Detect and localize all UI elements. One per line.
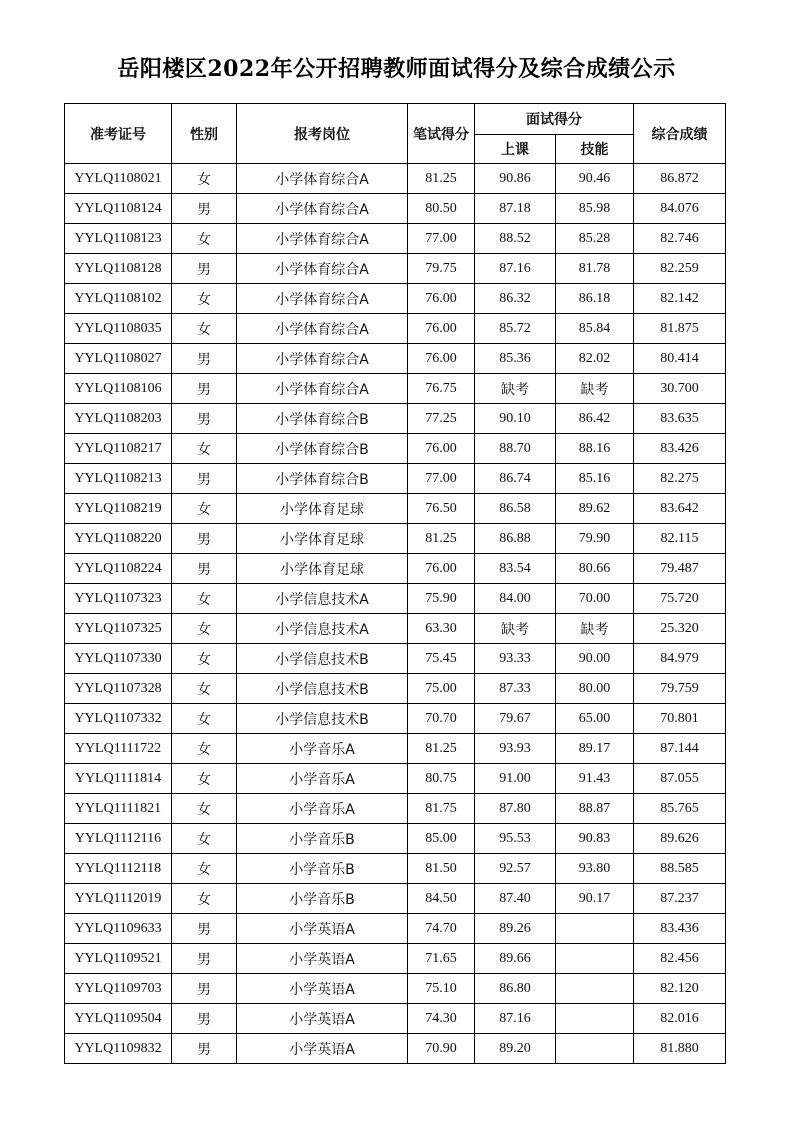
cell-skill-score [556, 914, 634, 944]
cell-skill-score [556, 1034, 634, 1064]
cell-skill-score: 88.16 [556, 434, 634, 464]
cell-written-score: 71.65 [408, 944, 475, 974]
cell-total-score: 86.872 [634, 164, 726, 194]
cell-lecture-score: 92.57 [475, 854, 556, 884]
cell-exam-id: YYLQ1109832 [65, 1034, 172, 1064]
table-row [65, 464, 726, 494]
cell-total-score: 88.585 [634, 854, 726, 884]
cell-skill-score: 缺考 [556, 374, 634, 404]
table-row [65, 194, 726, 224]
cell-total-score: 84.979 [634, 644, 726, 674]
cell-skill-score: 82.02 [556, 344, 634, 374]
table-row [65, 404, 726, 434]
table-body [65, 164, 726, 1064]
cell-exam-id: YYLQ1108035 [65, 314, 172, 344]
cell-exam-id: YYLQ1108128 [65, 254, 172, 284]
cell-post: 小学音乐A [237, 794, 408, 824]
cell-exam-id: YYLQ1107332 [65, 704, 172, 734]
cell-lecture-score: 89.26 [475, 914, 556, 944]
cell-total-score: 82.016 [634, 1004, 726, 1034]
cell-lecture-score: 90.86 [475, 164, 556, 194]
cell-post: 小学体育足球 [237, 554, 408, 584]
cell-lecture-score: 86.88 [475, 524, 556, 554]
cell-post: 小学音乐B [237, 854, 408, 884]
cell-post: 小学英语A [237, 1004, 408, 1034]
cell-skill-score: 91.43 [556, 764, 634, 794]
table-row [65, 614, 726, 644]
cell-post: 小学体育综合A [237, 194, 408, 224]
cell-post: 小学信息技术A [237, 584, 408, 614]
cell-skill-score: 90.00 [556, 644, 634, 674]
cell-written-score: 76.00 [408, 434, 475, 464]
cell-gender: 女 [172, 644, 237, 674]
cell-skill-score: 70.00 [556, 584, 634, 614]
cell-gender: 男 [172, 404, 237, 434]
cell-skill-score [556, 1004, 634, 1034]
cell-gender: 男 [172, 1034, 237, 1064]
cell-total-score: 70.801 [634, 704, 726, 734]
cell-post: 小学体育足球 [237, 524, 408, 554]
cell-skill-score: 85.98 [556, 194, 634, 224]
table-row [65, 824, 726, 854]
cell-written-score: 75.10 [408, 974, 475, 1004]
table-header [65, 104, 726, 164]
table-row [65, 164, 726, 194]
cell-total-score: 87.144 [634, 734, 726, 764]
cell-gender: 男 [172, 344, 237, 374]
cell-written-score: 84.50 [408, 884, 475, 914]
cell-exam-id: YYLQ1109504 [65, 1004, 172, 1034]
cell-post: 小学音乐A [237, 764, 408, 794]
cell-lecture-score: 86.74 [475, 464, 556, 494]
cell-gender: 女 [172, 314, 237, 344]
cell-gender: 女 [172, 164, 237, 194]
table-row [65, 1034, 726, 1064]
cell-exam-id: YYLQ1108124 [65, 194, 172, 224]
cell-written-score: 75.90 [408, 584, 475, 614]
cell-gender: 女 [172, 824, 237, 854]
cell-written-score: 77.00 [408, 224, 475, 254]
cell-post: 小学音乐A [237, 734, 408, 764]
cell-skill-score: 81.78 [556, 254, 634, 284]
cell-post: 小学体育综合A [237, 314, 408, 344]
cell-skill-score: 65.00 [556, 704, 634, 734]
cell-gender: 女 [172, 494, 237, 524]
cell-total-score: 82.275 [634, 464, 726, 494]
cell-exam-id: YYLQ1108213 [65, 464, 172, 494]
cell-total-score: 75.720 [634, 584, 726, 614]
table-row [65, 854, 726, 884]
cell-post: 小学信息技术A [237, 614, 408, 644]
cell-lecture-score: 87.16 [475, 254, 556, 284]
cell-total-score: 30.700 [634, 374, 726, 404]
cell-post: 小学英语A [237, 944, 408, 974]
cell-exam-id: YYLQ1108027 [65, 344, 172, 374]
cell-exam-id: YYLQ1108021 [65, 164, 172, 194]
cell-lecture-score: 87.80 [475, 794, 556, 824]
cell-lecture-score: 缺考 [475, 614, 556, 644]
cell-lecture-score: 89.20 [475, 1034, 556, 1064]
cell-exam-id: YYLQ1108217 [65, 434, 172, 464]
cell-written-score: 81.25 [408, 734, 475, 764]
table-row [65, 1004, 726, 1034]
header-post: 报考岗位 [237, 104, 408, 164]
cell-gender: 女 [172, 884, 237, 914]
cell-written-score: 76.00 [408, 314, 475, 344]
cell-lecture-score: 88.52 [475, 224, 556, 254]
cell-exam-id: YYLQ1112019 [65, 884, 172, 914]
cell-skill-score: 缺考 [556, 614, 634, 644]
cell-lecture-score: 86.58 [475, 494, 556, 524]
cell-gender: 女 [172, 704, 237, 734]
cell-gender: 男 [172, 194, 237, 224]
cell-exam-id: YYLQ1109703 [65, 974, 172, 1004]
score-table [64, 103, 726, 1064]
cell-total-score: 25.320 [634, 614, 726, 644]
table-row [65, 794, 726, 824]
cell-post: 小学体育综合B [237, 464, 408, 494]
table-row [65, 374, 726, 404]
cell-skill-score: 88.87 [556, 794, 634, 824]
cell-skill-score: 85.84 [556, 314, 634, 344]
cell-lecture-score: 87.33 [475, 674, 556, 704]
cell-exam-id: YYLQ1112118 [65, 854, 172, 884]
cell-total-score: 82.746 [634, 224, 726, 254]
cell-written-score: 81.25 [408, 524, 475, 554]
table-row [65, 554, 726, 584]
cell-skill-score: 93.80 [556, 854, 634, 884]
cell-total-score: 83.635 [634, 404, 726, 434]
cell-lecture-score: 93.93 [475, 734, 556, 764]
cell-written-score: 79.75 [408, 254, 475, 284]
cell-lecture-score: 87.40 [475, 884, 556, 914]
header-written: 笔试得分 [408, 104, 475, 164]
cell-post: 小学音乐B [237, 824, 408, 854]
cell-exam-id: YYLQ1108106 [65, 374, 172, 404]
cell-skill-score: 86.18 [556, 284, 634, 314]
cell-post: 小学体育综合A [237, 164, 408, 194]
cell-gender: 女 [172, 854, 237, 884]
cell-gender: 女 [172, 674, 237, 704]
table-row [65, 884, 726, 914]
cell-exam-id: YYLQ1111821 [65, 794, 172, 824]
cell-exam-id: YYLQ1108123 [65, 224, 172, 254]
cell-exam-id: YYLQ1107323 [65, 584, 172, 614]
cell-skill-score [556, 974, 634, 1004]
cell-exam-id: YYLQ1107330 [65, 644, 172, 674]
cell-lecture-score: 91.00 [475, 764, 556, 794]
cell-exam-id: YYLQ1108220 [65, 524, 172, 554]
table-row [65, 284, 726, 314]
cell-exam-id: YYLQ1108203 [65, 404, 172, 434]
header-id: 准考证号 [65, 104, 172, 164]
cell-skill-score: 85.28 [556, 224, 634, 254]
cell-total-score: 84.076 [634, 194, 726, 224]
cell-post: 小学英语A [237, 1034, 408, 1064]
cell-total-score: 82.259 [634, 254, 726, 284]
table-row [65, 764, 726, 794]
table-row [65, 944, 726, 974]
cell-written-score: 81.75 [408, 794, 475, 824]
cell-gender: 男 [172, 944, 237, 974]
cell-gender: 女 [172, 764, 237, 794]
cell-gender: 女 [172, 584, 237, 614]
table-row [65, 434, 726, 464]
cell-gender: 女 [172, 434, 237, 464]
cell-exam-id: YYLQ1111814 [65, 764, 172, 794]
cell-exam-id: YYLQ1111722 [65, 734, 172, 764]
cell-exam-id: YYLQ1109521 [65, 944, 172, 974]
cell-post: 小学体育综合A [237, 374, 408, 404]
header-total: 综合成绩 [634, 104, 726, 164]
cell-written-score: 77.25 [408, 404, 475, 434]
cell-total-score: 87.055 [634, 764, 726, 794]
cell-gender: 女 [172, 614, 237, 644]
cell-exam-id: YYLQ1112116 [65, 824, 172, 854]
cell-written-score: 81.50 [408, 854, 475, 884]
cell-lecture-score: 95.53 [475, 824, 556, 854]
cell-written-score: 76.00 [408, 554, 475, 584]
cell-skill-score: 89.62 [556, 494, 634, 524]
cell-lecture-score: 87.16 [475, 1004, 556, 1034]
cell-total-score: 83.426 [634, 434, 726, 464]
cell-written-score: 85.00 [408, 824, 475, 854]
cell-written-score: 74.30 [408, 1004, 475, 1034]
cell-post: 小学英语A [237, 914, 408, 944]
cell-total-score: 82.456 [634, 944, 726, 974]
cell-written-score: 75.00 [408, 674, 475, 704]
table-row [65, 704, 726, 734]
cell-skill-score: 80.66 [556, 554, 634, 584]
cell-total-score: 87.237 [634, 884, 726, 914]
table-row [65, 644, 726, 674]
cell-skill-score: 90.46 [556, 164, 634, 194]
header-gender: 性别 [172, 104, 237, 164]
cell-total-score: 83.642 [634, 494, 726, 524]
cell-lecture-score: 90.10 [475, 404, 556, 434]
table-row [65, 494, 726, 524]
cell-written-score: 70.70 [408, 704, 475, 734]
cell-gender: 男 [172, 524, 237, 554]
cell-gender: 男 [172, 254, 237, 284]
cell-written-score: 76.50 [408, 494, 475, 524]
cell-post: 小学信息技术B [237, 644, 408, 674]
cell-total-score: 81.875 [634, 314, 726, 344]
cell-exam-id: YYLQ1108219 [65, 494, 172, 524]
table-row [65, 584, 726, 614]
cell-written-score: 76.75 [408, 374, 475, 404]
cell-post: 小学信息技术B [237, 674, 408, 704]
cell-written-score: 75.45 [408, 644, 475, 674]
cell-skill-score: 80.00 [556, 674, 634, 704]
cell-total-score: 82.142 [634, 284, 726, 314]
cell-exam-id: YYLQ1108102 [65, 284, 172, 314]
cell-post: 小学英语A [237, 974, 408, 1004]
cell-gender: 女 [172, 284, 237, 314]
page-title: 岳阳楼区2022年公开招聘教师面试得分及综合成绩公示 [117, 56, 676, 82]
cell-total-score: 89.626 [634, 824, 726, 854]
cell-post: 小学体育综合A [237, 254, 408, 284]
cell-lecture-score: 87.18 [475, 194, 556, 224]
cell-post: 小学体育综合A [237, 224, 408, 254]
table-row [65, 224, 726, 254]
cell-post: 小学体育综合B [237, 434, 408, 464]
header-interview: 面试得分 [475, 104, 634, 135]
cell-written-score: 81.25 [408, 164, 475, 194]
cell-lecture-score: 93.33 [475, 644, 556, 674]
cell-lecture-score: 85.72 [475, 314, 556, 344]
cell-gender: 男 [172, 464, 237, 494]
cell-total-score: 82.115 [634, 524, 726, 554]
cell-lecture-score: 86.32 [475, 284, 556, 314]
cell-post: 小学音乐B [237, 884, 408, 914]
cell-written-score: 74.70 [408, 914, 475, 944]
cell-gender: 女 [172, 794, 237, 824]
cell-written-score: 76.00 [408, 284, 475, 314]
header-lecture: 上课 [475, 135, 556, 164]
cell-total-score: 82.120 [634, 974, 726, 1004]
table-row [65, 914, 726, 944]
cell-total-score: 85.765 [634, 794, 726, 824]
table-row [65, 344, 726, 374]
cell-written-score: 70.90 [408, 1034, 475, 1064]
cell-total-score: 79.759 [634, 674, 726, 704]
table-row [65, 524, 726, 554]
cell-lecture-score: 85.36 [475, 344, 556, 374]
cell-written-score: 80.50 [408, 194, 475, 224]
cell-exam-id: YYLQ1109633 [65, 914, 172, 944]
cell-skill-score: 89.17 [556, 734, 634, 764]
cell-gender: 男 [172, 974, 237, 1004]
cell-gender: 女 [172, 224, 237, 254]
cell-post: 小学体育足球 [237, 494, 408, 524]
cell-exam-id: YYLQ1107328 [65, 674, 172, 704]
cell-total-score: 80.414 [634, 344, 726, 374]
cell-lecture-score: 89.66 [475, 944, 556, 974]
cell-written-score: 63.30 [408, 614, 475, 644]
table-row [65, 974, 726, 1004]
cell-lecture-score: 84.00 [475, 584, 556, 614]
cell-written-score: 80.75 [408, 764, 475, 794]
table-row [65, 254, 726, 284]
cell-gender: 男 [172, 914, 237, 944]
cell-gender: 男 [172, 374, 237, 404]
cell-post: 小学体育综合A [237, 284, 408, 314]
cell-post: 小学体育综合B [237, 404, 408, 434]
cell-skill-score: 90.83 [556, 824, 634, 854]
cell-skill-score [556, 944, 634, 974]
cell-skill-score: 79.90 [556, 524, 634, 554]
cell-exam-id: YYLQ1108224 [65, 554, 172, 584]
cell-gender: 男 [172, 1004, 237, 1034]
cell-lecture-score: 86.80 [475, 974, 556, 1004]
table-row [65, 734, 726, 764]
cell-skill-score: 90.17 [556, 884, 634, 914]
cell-total-score: 81.880 [634, 1034, 726, 1064]
header-skill: 技能 [556, 135, 634, 164]
cell-written-score: 76.00 [408, 344, 475, 374]
cell-lecture-score: 83.54 [475, 554, 556, 584]
table-row [65, 674, 726, 704]
cell-skill-score: 85.16 [556, 464, 634, 494]
cell-skill-score: 86.42 [556, 404, 634, 434]
cell-lecture-score: 88.70 [475, 434, 556, 464]
cell-post: 小学体育综合A [237, 344, 408, 374]
cell-exam-id: YYLQ1107325 [65, 614, 172, 644]
cell-gender: 女 [172, 734, 237, 764]
cell-total-score: 83.436 [634, 914, 726, 944]
cell-written-score: 77.00 [408, 464, 475, 494]
cell-lecture-score: 缺考 [475, 374, 556, 404]
table-row [65, 314, 726, 344]
cell-gender: 男 [172, 554, 237, 584]
cell-total-score: 79.487 [634, 554, 726, 584]
cell-post: 小学信息技术B [237, 704, 408, 734]
cell-lecture-score: 79.67 [475, 704, 556, 734]
